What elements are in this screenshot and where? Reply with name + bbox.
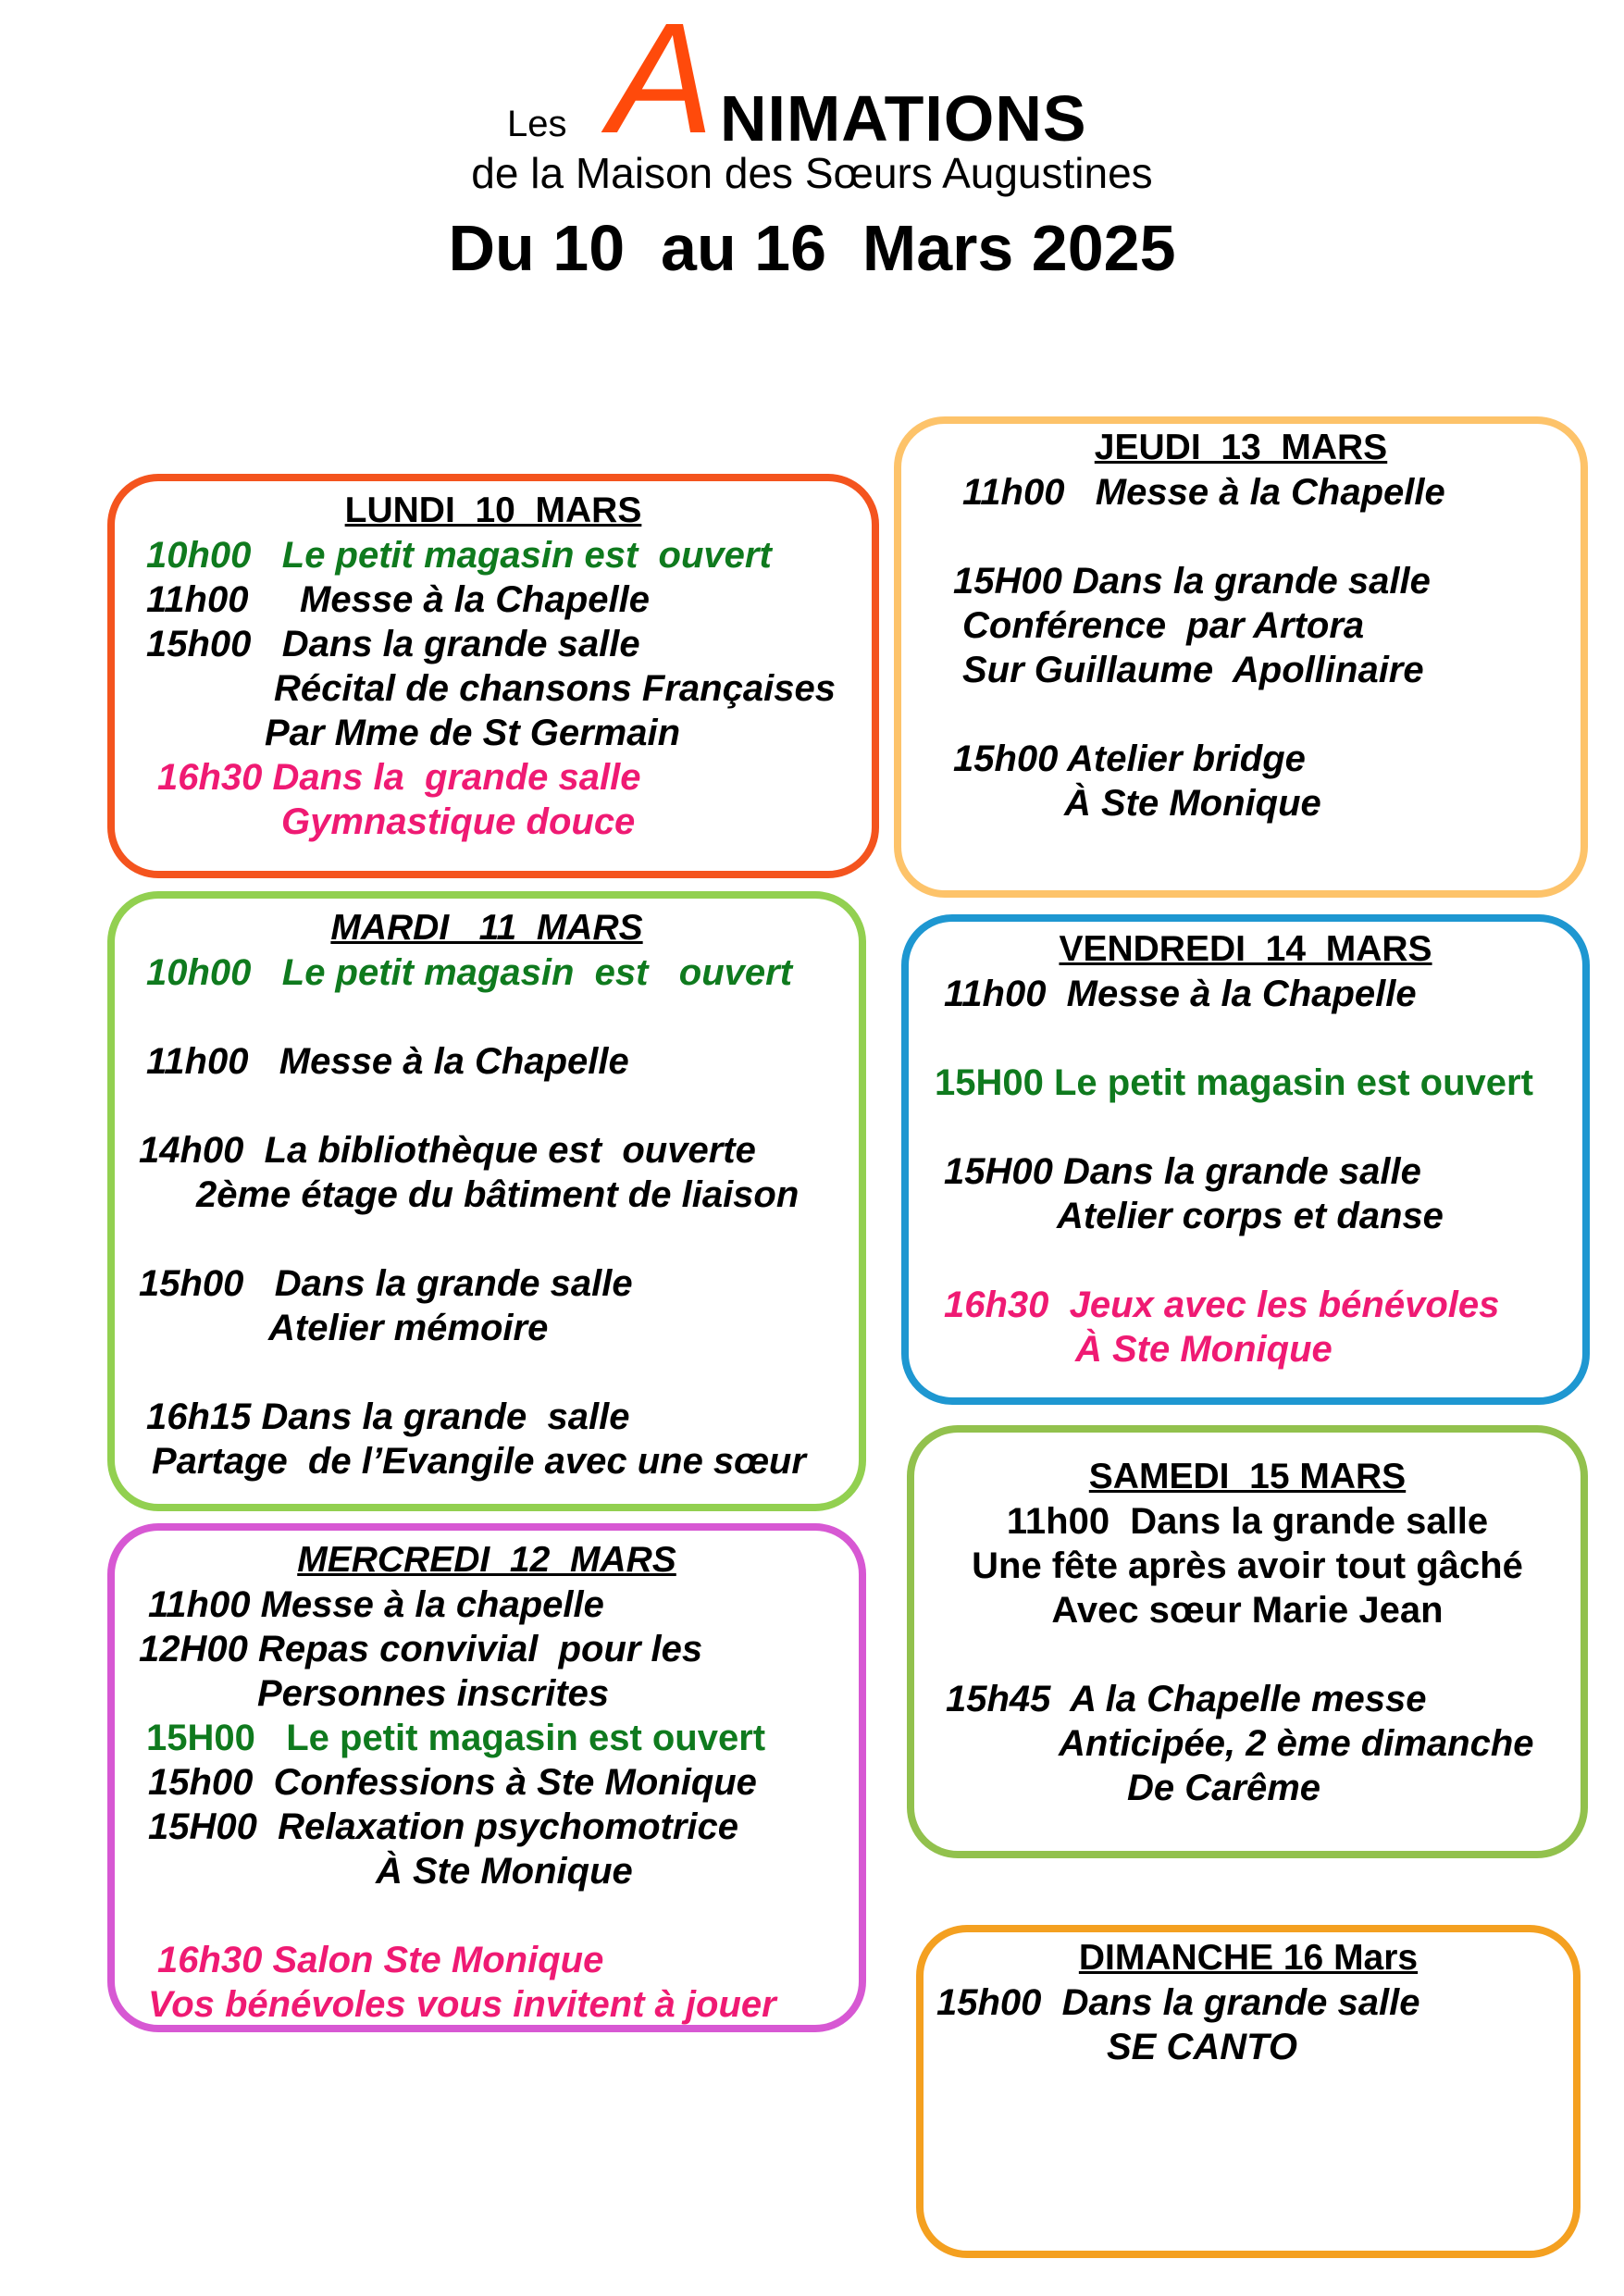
event-line: Atelier mémoire xyxy=(268,1308,549,1348)
event-line: 10h00 Le petit magasin est ouvert xyxy=(146,535,772,576)
event-line: Partage de l’Evangile avec une sœur xyxy=(152,1441,806,1482)
event-line: Gymnastique douce xyxy=(281,801,636,842)
day-box-lundi xyxy=(107,474,879,878)
event-line: Personnes inscrites xyxy=(257,1673,610,1714)
title-animations: NIMATIONS xyxy=(720,82,1087,155)
event-line: 11h00 Messe à la Chapelle xyxy=(146,1041,629,1082)
event-line: Anticipée, 2 ème dimanche xyxy=(1059,1723,1534,1764)
event-line: À Ste Monique xyxy=(1075,1329,1333,1370)
day-box-vendredi xyxy=(901,914,1590,1405)
event-line: 16h30 Jeux avec les bénévoles xyxy=(944,1285,1500,1325)
event-line: 15h00 Dans la grande salle xyxy=(936,1982,1420,2023)
event-line: 16h30 Salon Ste Monique xyxy=(157,1940,604,1980)
day-title: SAMEDI 15 MARS xyxy=(1088,1457,1407,1496)
event-line: À Ste Monique xyxy=(1064,783,1321,824)
event-line: 16h30 Dans la grande salle xyxy=(157,757,641,798)
day-box-mercredi xyxy=(107,1523,866,2032)
event-line: 11h00 Messe à la Chapelle xyxy=(146,579,650,620)
day-box-jeudi xyxy=(894,416,1588,898)
event-line: 15h00 Confessions à Ste Monique xyxy=(148,1762,757,1803)
event-line: SE CANTO xyxy=(1107,2027,1297,2067)
day-box-samedi xyxy=(907,1425,1588,1858)
event-line: 15h00 Dans la grande salle xyxy=(146,624,640,664)
event-line: Vos bénévoles vous invitent à jouer xyxy=(148,1984,776,2025)
event-line: 15h00 Dans la grande salle xyxy=(139,1263,633,1304)
event-line: Une fête après avoir tout gâché xyxy=(972,1545,1523,1586)
event-line: 12H00 Repas convivial pour les xyxy=(139,1629,703,1669)
event-line: 15h00 Atelier bridge xyxy=(953,738,1306,779)
event-line: 15H00 Relaxation psychomotrice xyxy=(148,1806,739,1847)
event-line: 15H00 Le petit magasin est ouvert xyxy=(935,1062,1533,1103)
subtitle: de la Maison des Sœurs Augustines xyxy=(471,149,1153,197)
event-line: 11h00 Dans la grande salle xyxy=(1006,1501,1489,1542)
event-line: De Carême xyxy=(1127,1768,1321,1808)
title-les: Les xyxy=(507,104,567,144)
event-line: 15H00 Dans la grande salle xyxy=(953,561,1431,602)
day-title: MARDI 11 MARS xyxy=(330,908,643,948)
day-title: DIMANCHE 16 Mars xyxy=(1078,1938,1419,1978)
day-title: LUNDI 10 MARS xyxy=(344,490,642,530)
day-box-dimanche xyxy=(916,1925,1581,2258)
event-line: Par Mme de St Germain xyxy=(265,713,681,753)
event-line: À Ste Monique xyxy=(376,1851,633,1892)
event-line: 15h45 A la Chapelle messe xyxy=(946,1679,1427,1719)
event-line: 14h00 La bibliothèque est ouverte xyxy=(139,1130,756,1171)
event-line: 15H00 Dans la grande salle xyxy=(944,1151,1421,1192)
day-title: MERCREDI 12 MARS xyxy=(297,1540,676,1580)
page-header xyxy=(0,0,1624,296)
event-line: Récital de chansons Françaises xyxy=(274,668,836,709)
event-line: Sur Guillaume Apollinaire xyxy=(962,650,1424,690)
event-line: 16h15 Dans la grande salle xyxy=(146,1396,630,1437)
event-line: Avec sœur Marie Jean xyxy=(1051,1590,1444,1631)
day-box-mardi xyxy=(107,891,866,1511)
event-line: Atelier corps et danse xyxy=(1057,1196,1444,1236)
event-line: 15H00 Le petit magasin est ouvert xyxy=(146,1718,766,1758)
title-big-letter: A xyxy=(609,0,714,167)
date-range: Du 10 au 16 Mars 2025 xyxy=(448,212,1176,284)
day-title: VENDREDI 14 MARS xyxy=(1059,929,1432,969)
event-line: 10h00 Le petit magasin est ouvert xyxy=(146,952,793,993)
event-line: 11h00 Messe à la Chapelle xyxy=(962,472,1445,513)
event-line: Conférence par Artora xyxy=(962,605,1365,646)
day-title: JEUDI 13 MARS xyxy=(1094,428,1388,467)
event-line: 11h00 Messe à la chapelle xyxy=(148,1584,604,1625)
event-line: 11h00 Messe à la Chapelle xyxy=(944,974,1417,1014)
event-line: 2ème étage du bâtiment de liaison xyxy=(196,1174,800,1215)
